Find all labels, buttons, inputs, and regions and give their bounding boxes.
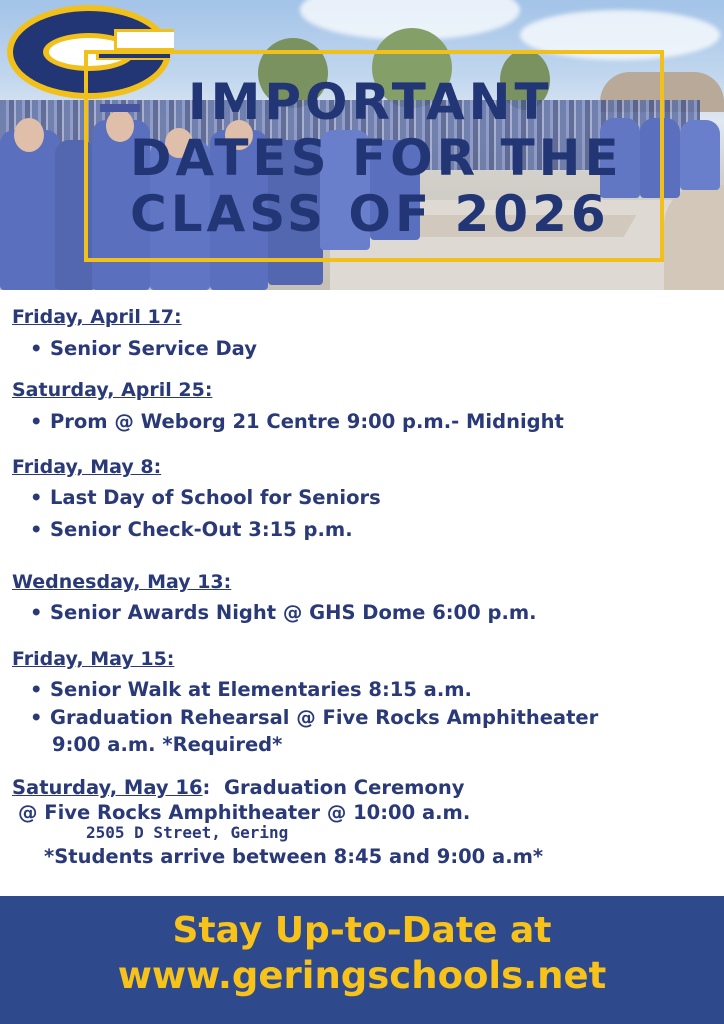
- title-line-3: CLASS OF 2026: [130, 185, 610, 243]
- header-photo: [0, 0, 724, 290]
- graduation-address: 2505 D Street, Gering: [86, 823, 289, 842]
- graduation-location: @ Five Rocks Amphitheater @ 10:00 a.m.: [18, 801, 471, 824]
- arrival-note: *Students arrive between 8:45 and 9:00 a.m*: [44, 845, 544, 868]
- date-heading: Friday, May 15:: [12, 648, 175, 670]
- list-item-text: Senior Service Day: [50, 337, 257, 360]
- list-item: • Last Day of School for Seniors: [30, 486, 381, 509]
- list-item-text: Senior Awards Night @ GHS Dome 6:00 p.m.: [50, 601, 537, 624]
- list-item: • Senior Service Day: [30, 337, 257, 360]
- date-heading: Friday, May 8:: [12, 456, 162, 478]
- list-item-text: Graduation Rehearsal @ Five Rocks Amphitheater: [50, 706, 599, 729]
- list-item: • Senior Awards Night @ GHS Dome 6:00 p.m.: [30, 601, 537, 624]
- list-item: • Prom @ Weborg 21 Centre 9:00 p.m.- Midnight: [30, 410, 564, 433]
- title-line-1: IMPORTANT: [188, 73, 553, 131]
- list-item-continuation: 9:00 a.m. *Required*: [52, 733, 283, 756]
- list-item-text: Senior Check-Out 3:15 p.m.: [50, 518, 353, 541]
- date-heading: Saturday, April 25:: [12, 379, 213, 401]
- list-item: • Graduation Rehearsal @ Five Rocks Amphitheater: [30, 706, 599, 729]
- list-item-text: Senior Walk at Elementaries 8:15 a.m.: [50, 678, 472, 701]
- list-item-text: Last Day of School for Seniors: [50, 486, 381, 509]
- list-item-text: Prom @ Weborg 21 Centre 9:00 p.m.- Midnight: [50, 410, 564, 433]
- date-heading: Friday, April 17:: [12, 306, 182, 328]
- graduation-title: Graduation Ceremony: [223, 776, 465, 799]
- footer-banner: [0, 896, 724, 1024]
- date-heading: Wednesday, May 13:: [12, 571, 232, 593]
- date-heading: Saturday, May 16: [12, 776, 203, 799]
- graduation-line: [12, 776, 464, 799]
- separator: :: [202, 776, 211, 799]
- list-item: • Senior Check-Out 3:15 p.m.: [30, 518, 353, 541]
- footer-line-1: Stay Up-to-Date at: [172, 910, 552, 951]
- website-link[interactable]: www.geringschools.net: [117, 954, 607, 997]
- title-line-2: DATES FOR THE: [130, 129, 623, 187]
- list-item: • Senior Walk at Elementaries 8:15 a.m.: [30, 678, 472, 701]
